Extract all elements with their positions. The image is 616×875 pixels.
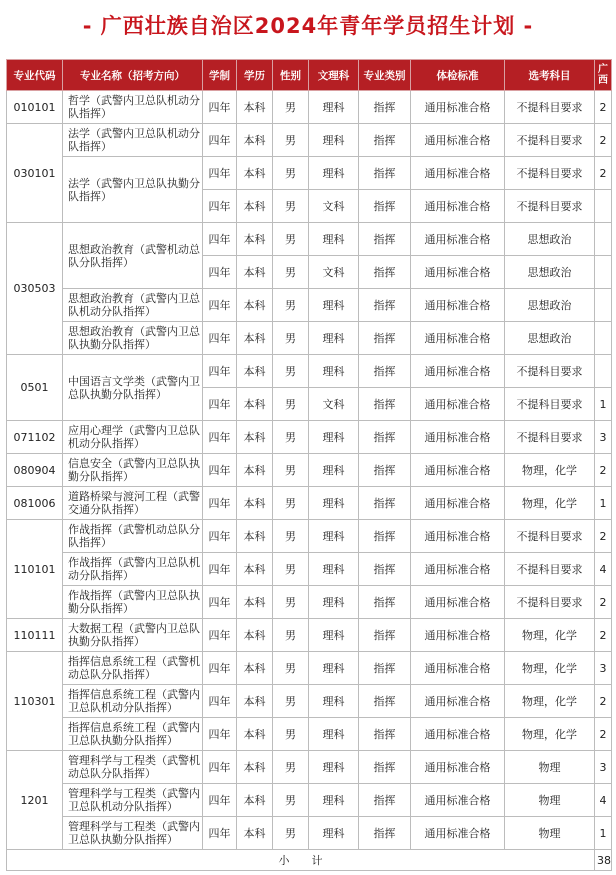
degree-cell: 本科 [237, 91, 273, 124]
physical-cell: 通用标准合格 [411, 685, 505, 718]
category-cell: 指挥 [359, 322, 411, 355]
degree-cell: 本科 [237, 157, 273, 190]
years-cell: 四年 [203, 421, 237, 454]
years-cell: 四年 [203, 388, 237, 421]
physical-cell: 通用标准合格 [411, 553, 505, 586]
major-name-cell: 思想政治教育（武警内卫总队机动分队指挥） [63, 289, 203, 322]
code-cell: 1201 [7, 751, 63, 850]
subjects-cell: 不提科目要求 [505, 520, 595, 553]
header-code: 专业代码 [7, 60, 63, 91]
major-name-cell: 指挥信息系统工程（武警内卫总队机动分队指挥） [63, 685, 203, 718]
physical-cell: 通用标准合格 [411, 586, 505, 619]
physical-cell: 通用标准合格 [411, 817, 505, 850]
gender-cell: 男 [273, 718, 309, 751]
years-cell: 四年 [203, 619, 237, 652]
years-cell: 四年 [203, 355, 237, 388]
table-row [7, 454, 612, 487]
subjects-cell: 不提科目要求 [505, 586, 595, 619]
subjects-cell: 不提科目要求 [505, 388, 595, 421]
table-row [7, 124, 612, 157]
subjects-cell: 不提科目要求 [505, 553, 595, 586]
code-cell: 080904 [7, 454, 63, 487]
years-cell: 四年 [203, 784, 237, 817]
category-cell: 指挥 [359, 388, 411, 421]
physical-cell: 通用标准合格 [411, 751, 505, 784]
degree-cell: 本科 [237, 652, 273, 685]
gender-cell: 男 [273, 388, 309, 421]
category-cell: 指挥 [359, 355, 411, 388]
track-cell: 理科 [309, 685, 359, 718]
major-name-cell: 哲学（武警内卫总队机动分队指挥） [63, 91, 203, 124]
years-cell: 四年 [203, 817, 237, 850]
header-subjects: 选考科目 [505, 60, 595, 91]
count-cell: 3 [595, 751, 612, 784]
count-cell: 2 [595, 124, 612, 157]
track-cell: 理科 [309, 322, 359, 355]
table-row [7, 91, 612, 124]
track-cell: 理科 [309, 619, 359, 652]
years-cell: 四年 [203, 322, 237, 355]
count-cell: 2 [595, 586, 612, 619]
years-cell: 四年 [203, 586, 237, 619]
gender-cell: 男 [273, 454, 309, 487]
count-cell: 2 [595, 718, 612, 751]
years-cell: 四年 [203, 124, 237, 157]
table-row [7, 322, 612, 355]
track-cell: 理科 [309, 91, 359, 124]
count-cell: 2 [595, 619, 612, 652]
gender-cell: 男 [273, 487, 309, 520]
gender-cell: 男 [273, 355, 309, 388]
track-cell: 理科 [309, 520, 359, 553]
physical-cell: 通用标准合格 [411, 91, 505, 124]
years-cell: 四年 [203, 520, 237, 553]
category-cell: 指挥 [359, 619, 411, 652]
gender-cell: 男 [273, 586, 309, 619]
subjects-cell: 不提科目要求 [505, 124, 595, 157]
track-cell: 文科 [309, 190, 359, 223]
gender-cell: 男 [273, 157, 309, 190]
subjects-cell: 不提科目要求 [505, 421, 595, 454]
gender-cell: 男 [273, 91, 309, 124]
header-name: 专业名称（招考方向） [63, 60, 203, 91]
code-cell: 030503 [7, 223, 63, 355]
code-cell: 030101 [7, 124, 63, 223]
degree-cell: 本科 [237, 454, 273, 487]
count-cell: 4 [595, 553, 612, 586]
major-name-cell: 管理科学与工程类（武警内卫总队机动分队指挥） [63, 784, 203, 817]
table-row [7, 652, 612, 685]
major-name-cell: 法学（武警内卫总队机动分队指挥） [63, 124, 203, 157]
code-cell: 110111 [7, 619, 63, 652]
category-cell: 指挥 [359, 784, 411, 817]
count-cell: 4 [595, 784, 612, 817]
years-cell: 四年 [203, 256, 237, 289]
gender-cell: 男 [273, 421, 309, 454]
table-row [7, 784, 612, 817]
category-cell: 指挥 [359, 91, 411, 124]
degree-cell: 本科 [237, 421, 273, 454]
physical-cell: 通用标准合格 [411, 256, 505, 289]
category-cell: 指挥 [359, 685, 411, 718]
track-cell: 理科 [309, 355, 359, 388]
years-cell: 四年 [203, 685, 237, 718]
major-name-cell: 管理科学与工程类（武警内卫总队执勤分队指挥） [63, 817, 203, 850]
physical-cell: 通用标准合格 [411, 355, 505, 388]
header-degree: 学历 [237, 60, 273, 91]
count-cell [595, 223, 612, 256]
physical-cell: 通用标准合格 [411, 157, 505, 190]
subjects-cell: 物理，化学 [505, 619, 595, 652]
degree-cell: 本科 [237, 718, 273, 751]
subjects-cell: 物理，化学 [505, 685, 595, 718]
years-cell: 四年 [203, 718, 237, 751]
subjects-cell: 思想政治 [505, 256, 595, 289]
page-title: - 广西壮族自治区2024年青年学员招生计划 - [82, 14, 534, 38]
physical-cell: 通用标准合格 [411, 454, 505, 487]
category-cell: 指挥 [359, 652, 411, 685]
table-row [7, 157, 612, 190]
physical-cell: 通用标准合格 [411, 487, 505, 520]
table-row [7, 718, 612, 751]
gender-cell: 男 [273, 124, 309, 157]
category-cell: 指挥 [359, 289, 411, 322]
track-cell: 理科 [309, 652, 359, 685]
track-cell: 理科 [309, 586, 359, 619]
count-cell: 1 [595, 487, 612, 520]
gender-cell: 男 [273, 223, 309, 256]
subjects-cell: 物理 [505, 751, 595, 784]
subjects-cell: 不提科目要求 [505, 157, 595, 190]
count-cell: 1 [595, 817, 612, 850]
major-name-cell: 应用心理学（武警内卫总队机动分队指挥） [63, 421, 203, 454]
degree-cell: 本科 [237, 190, 273, 223]
years-cell: 四年 [203, 91, 237, 124]
table-row [7, 421, 612, 454]
years-cell: 四年 [203, 553, 237, 586]
gender-cell: 男 [273, 652, 309, 685]
degree-cell: 本科 [237, 586, 273, 619]
table-body [7, 91, 612, 871]
count-cell [595, 190, 612, 223]
major-name-cell: 管理科学与工程类（武警机动总队分队指挥） [63, 751, 203, 784]
major-name-cell: 作战指挥（武警机动总队分队指挥） [63, 520, 203, 553]
subjects-cell: 物理，化学 [505, 652, 595, 685]
code-cell: 110101 [7, 520, 63, 619]
code-cell: 110301 [7, 652, 63, 751]
header-gender: 性别 [273, 60, 309, 91]
table-row [7, 289, 612, 322]
table-row [7, 586, 612, 619]
subjects-cell: 物理，化学 [505, 718, 595, 751]
subjects-cell: 物理 [505, 817, 595, 850]
major-name-cell: 道路桥梁与渡河工程（武警交通分队指挥） [63, 487, 203, 520]
gender-cell: 男 [273, 619, 309, 652]
category-cell: 指挥 [359, 190, 411, 223]
category-cell: 指挥 [359, 421, 411, 454]
count-cell [595, 355, 612, 388]
gender-cell: 男 [273, 256, 309, 289]
physical-cell: 通用标准合格 [411, 784, 505, 817]
code-cell: 071102 [7, 421, 63, 454]
subjects-cell: 物理，化学 [505, 487, 595, 520]
count-cell: 2 [595, 685, 612, 718]
degree-cell: 本科 [237, 256, 273, 289]
count-cell: 2 [595, 520, 612, 553]
code-cell: 0501 [7, 355, 63, 421]
category-cell: 指挥 [359, 124, 411, 157]
years-cell: 四年 [203, 751, 237, 784]
count-cell [595, 289, 612, 322]
years-cell: 四年 [203, 157, 237, 190]
table-row [7, 355, 612, 388]
count-cell: 1 [595, 388, 612, 421]
header-category: 专业类别 [359, 60, 411, 91]
track-cell: 理科 [309, 553, 359, 586]
table-header-row [7, 60, 612, 91]
category-cell: 指挥 [359, 520, 411, 553]
physical-cell: 通用标准合格 [411, 619, 505, 652]
header-region: 广西 [595, 60, 612, 91]
subjects-cell: 物理，化学 [505, 454, 595, 487]
track-cell: 理科 [309, 487, 359, 520]
major-name-cell: 思想政治教育（武警内卫总队执勤分队指挥） [63, 322, 203, 355]
count-cell: 3 [595, 652, 612, 685]
years-cell: 四年 [203, 652, 237, 685]
degree-cell: 本科 [237, 553, 273, 586]
subjects-cell: 物理 [505, 784, 595, 817]
years-cell: 四年 [203, 289, 237, 322]
degree-cell: 本科 [237, 388, 273, 421]
gender-cell: 男 [273, 289, 309, 322]
gender-cell: 男 [273, 817, 309, 850]
gender-cell: 男 [273, 685, 309, 718]
track-cell: 文科 [309, 388, 359, 421]
track-cell: 理科 [309, 157, 359, 190]
count-cell [595, 256, 612, 289]
subjects-cell: 不提科目要求 [505, 355, 595, 388]
category-cell: 指挥 [359, 718, 411, 751]
gender-cell: 男 [273, 784, 309, 817]
gender-cell: 男 [273, 553, 309, 586]
degree-cell: 本科 [237, 223, 273, 256]
table-row [7, 619, 612, 652]
code-cell: 081006 [7, 487, 63, 520]
physical-cell: 通用标准合格 [411, 718, 505, 751]
count-cell: 2 [595, 157, 612, 190]
table-row [7, 817, 612, 850]
subjects-cell: 思想政治 [505, 289, 595, 322]
major-name-cell: 作战指挥（武警内卫总队执勤分队指挥） [63, 586, 203, 619]
subjects-cell: 不提科目要求 [505, 190, 595, 223]
track-cell: 理科 [309, 817, 359, 850]
subtotal-count: 38 [595, 850, 612, 871]
track-cell: 理科 [309, 454, 359, 487]
degree-cell: 本科 [237, 124, 273, 157]
years-cell: 四年 [203, 487, 237, 520]
subtotal-label: 小 计 [7, 850, 595, 871]
major-name-cell: 大数据工程（武警内卫总队执勤分队指挥） [63, 619, 203, 652]
degree-cell: 本科 [237, 487, 273, 520]
category-cell: 指挥 [359, 586, 411, 619]
count-cell: 2 [595, 91, 612, 124]
degree-cell: 本科 [237, 289, 273, 322]
degree-cell: 本科 [237, 355, 273, 388]
subjects-cell: 思想政治 [505, 223, 595, 256]
header-years: 学制 [203, 60, 237, 91]
major-name-cell: 作战指挥（武警内卫总队机动分队指挥） [63, 553, 203, 586]
track-cell: 理科 [309, 718, 359, 751]
degree-cell: 本科 [237, 784, 273, 817]
years-cell: 四年 [203, 190, 237, 223]
major-name-cell: 中国语言文学类（武警内卫总队执勤分队指挥） [63, 355, 203, 421]
years-cell: 四年 [203, 454, 237, 487]
track-cell: 理科 [309, 421, 359, 454]
header-track: 文理科 [309, 60, 359, 91]
category-cell: 指挥 [359, 553, 411, 586]
track-cell: 理科 [309, 751, 359, 784]
physical-cell: 通用标准合格 [411, 652, 505, 685]
physical-cell: 通用标准合格 [411, 322, 505, 355]
track-cell: 文科 [309, 256, 359, 289]
category-cell: 指挥 [359, 454, 411, 487]
category-cell: 指挥 [359, 256, 411, 289]
subtotal-row [7, 850, 612, 871]
physical-cell: 通用标准合格 [411, 520, 505, 553]
major-name-cell: 思想政治教育（武警机动总队分队指挥） [63, 223, 203, 289]
header-physical: 体检标准 [411, 60, 505, 91]
gender-cell: 男 [273, 751, 309, 784]
code-cell: 010101 [7, 91, 63, 124]
category-cell: 指挥 [359, 223, 411, 256]
table-row [7, 751, 612, 784]
major-name-cell: 指挥信息系统工程（武警机动总队分队指挥） [63, 652, 203, 685]
table-row [7, 685, 612, 718]
major-name-cell: 法学（武警内卫总队执勤分队指挥） [63, 157, 203, 223]
degree-cell: 本科 [237, 685, 273, 718]
degree-cell: 本科 [237, 619, 273, 652]
table-row [7, 223, 612, 256]
degree-cell: 本科 [237, 817, 273, 850]
degree-cell: 本科 [237, 322, 273, 355]
gender-cell: 男 [273, 322, 309, 355]
major-name-cell: 指挥信息系统工程（武警内卫总队执勤分队指挥） [63, 718, 203, 751]
track-cell: 理科 [309, 124, 359, 157]
category-cell: 指挥 [359, 157, 411, 190]
track-cell: 理科 [309, 784, 359, 817]
physical-cell: 通用标准合格 [411, 388, 505, 421]
count-cell: 2 [595, 454, 612, 487]
gender-cell: 男 [273, 520, 309, 553]
degree-cell: 本科 [237, 751, 273, 784]
physical-cell: 通用标准合格 [411, 289, 505, 322]
category-cell: 指挥 [359, 817, 411, 850]
count-cell [595, 322, 612, 355]
physical-cell: 通用标准合格 [411, 190, 505, 223]
physical-cell: 通用标准合格 [411, 421, 505, 454]
subjects-cell: 不提科目要求 [505, 91, 595, 124]
physical-cell: 通用标准合格 [411, 223, 505, 256]
subjects-cell: 思想政治 [505, 322, 595, 355]
category-cell: 指挥 [359, 751, 411, 784]
degree-cell: 本科 [237, 520, 273, 553]
category-cell: 指挥 [359, 487, 411, 520]
table-row [7, 553, 612, 586]
count-cell: 3 [595, 421, 612, 454]
track-cell: 理科 [309, 223, 359, 256]
track-cell: 理科 [309, 289, 359, 322]
years-cell: 四年 [203, 223, 237, 256]
major-name-cell: 信息安全（武警内卫总队执勤分队指挥） [63, 454, 203, 487]
enrollment-table [6, 59, 612, 871]
table-row [7, 520, 612, 553]
table-row [7, 487, 612, 520]
gender-cell: 男 [273, 190, 309, 223]
physical-cell: 通用标准合格 [411, 124, 505, 157]
